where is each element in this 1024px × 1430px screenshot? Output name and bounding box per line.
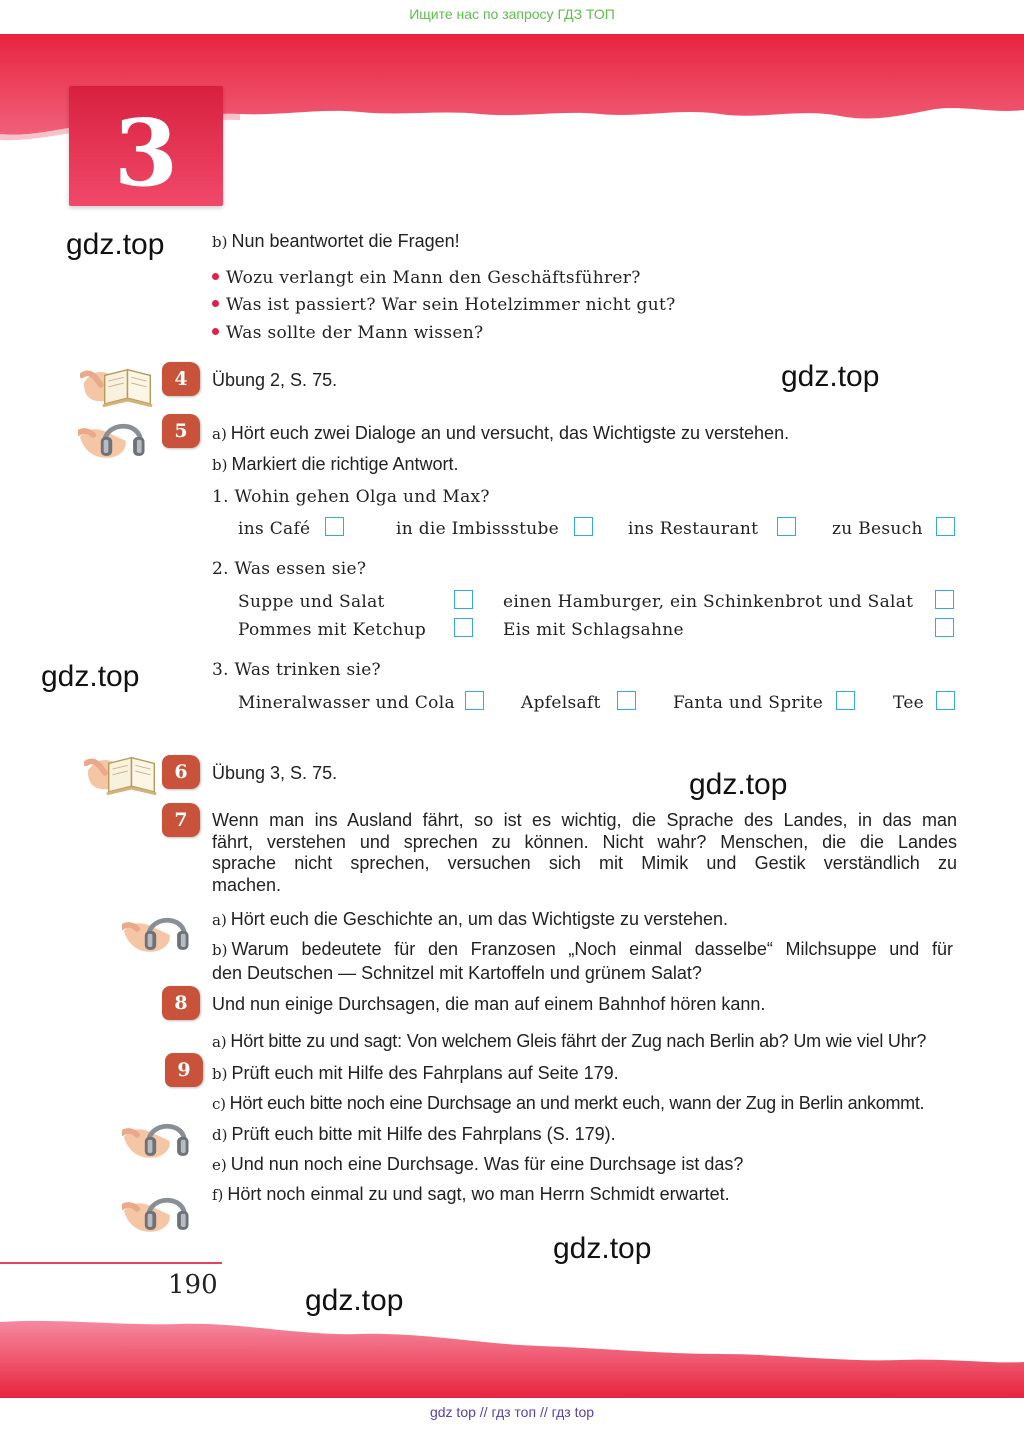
headphones-hand-icon [122, 902, 198, 956]
exercise-number-badge: 4 [162, 362, 200, 396]
watermark: gdz.top [66, 228, 165, 261]
footer-band [0, 1310, 1024, 1398]
answer-checkbox[interactable] [936, 691, 955, 710]
chapter-number: 3 [113, 99, 178, 207]
answer-option-label: Pommes mit Ketchup [238, 620, 427, 640]
ex5-q1-title: 1. Wohin gehen Olga und Max? [212, 487, 490, 507]
answer-checkbox[interactable] [454, 618, 473, 637]
watermark: gdz.top [41, 660, 140, 693]
exercise-number-badge: 8 [162, 986, 200, 1020]
headphones-hand-icon [122, 1108, 198, 1162]
watermark: gdz.top [553, 1232, 652, 1265]
answer-option-label: Fanta und Sprite [673, 693, 824, 713]
bullet-icon [212, 300, 219, 307]
answer-option-label: Mineralwasser und Cola [238, 693, 455, 713]
book-hand-icon [80, 356, 156, 410]
ex6-text: Übung 3, S. 75. [212, 763, 338, 783]
exercise-number-badge: 9 [165, 1053, 203, 1087]
answer-option-label: in die Imbissstube [396, 519, 560, 539]
ex8-text: Und nun einige Durchsagen, die man auf einem Bahnhof hören kann. [212, 994, 766, 1014]
answer-checkbox[interactable] [935, 590, 954, 609]
answer-option-label: einen Hamburger, ein Schinkenbrot und Salat [503, 592, 914, 612]
bottom-links [0, 1404, 1024, 1420]
answer-checkbox[interactable] [777, 517, 796, 536]
page-number-rule [0, 1262, 222, 1264]
ex9-item: e) Und nun noch eine Durchsage. Was für eine Durchsage ist das? [212, 1154, 744, 1174]
ex9-item: a) Hört bitte zu und sagt: Von welchem Gleis fährt der Zug nach Berlin ab? Um wie viel Uhr? [212, 1031, 927, 1051]
ex7b-instruction: b) Warum bedeutete für den Franzosen „Noch einmal dasselbe“ Milchsuppe und für den Deutschen — Schnitzel mit Kartoffeln und grünem Salat? [212, 939, 953, 983]
ex3b-question: Wozu verlangt ein Mann den Geschäftsführer? [212, 268, 641, 288]
answer-option-label: ins Restaurant [628, 519, 759, 539]
bottom-link[interactable]: гдз топ [491, 1404, 537, 1420]
answer-checkbox[interactable] [325, 517, 344, 536]
ex7-paragraph: Wenn man ins Ausland fährt, so ist es wichtig, die Sprache des Landes, in das man fährt, verstehen und sprechen zu können. Nicht wahr? Menschen, die die Landes sprache nicht sprechen, versuchen sich mit Mimik und Gestik verständlich zu machen. [212, 810, 957, 895]
answer-checkbox[interactable] [936, 517, 955, 536]
watermark: gdz.top [689, 768, 788, 801]
bottom-separator: // [539, 1404, 548, 1420]
answer-option-label: Eis mit Schlagsahne [503, 620, 684, 640]
answer-option-label: Tee [893, 693, 925, 713]
page-number: 190 [168, 1270, 218, 1300]
ex5-q3-title: 3. Was trinken sie? [212, 660, 381, 680]
ex4-text: Übung 2, S. 75. [212, 370, 338, 390]
answer-checkbox[interactable] [465, 691, 484, 710]
ex9-item: d) Prüft euch bitte mit Hilfe des Fahrplans (S. 179). [212, 1124, 616, 1144]
watermark: gdz.top [305, 1284, 404, 1317]
ex7a-instruction: a) Hört euch die Geschichte an, um das Wichtigste zu verstehen. [212, 909, 729, 929]
ex9-item: b) Prüft euch mit Hilfe des Fahrplans auf Seite 179. [212, 1063, 619, 1083]
bottom-separator: // [479, 1404, 488, 1420]
bullet-icon [212, 328, 219, 335]
ex5-q2-title: 2. Was essen sie? [212, 559, 367, 579]
book-hand-icon [84, 744, 160, 798]
answer-checkbox[interactable] [836, 691, 855, 710]
ex3b-question: Was sollte der Mann wissen? [212, 323, 483, 343]
answer-checkbox[interactable] [574, 517, 593, 536]
top-search-link[interactable]: Ищите нас по запросу ГДЗ ТОП [409, 6, 615, 22]
answer-option-label: ins Café [238, 519, 311, 539]
exercise-number-badge: 7 [162, 803, 200, 837]
ex5a-instruction: a) Hört euch zwei Dialoge an und versucht, das Wichtigste zu verstehen. [212, 423, 790, 443]
ex9-item: f) Hört noch einmal zu und sagt, wo man Herrn Schmidt erwartet. [212, 1184, 730, 1204]
ex3b-question: Was ist passiert? War sein Hotelzimmer nicht gut? [212, 295, 676, 315]
bullet-icon [212, 273, 219, 280]
headphones-hand-icon [122, 1182, 198, 1236]
ex3b-instruction: b) Nun beantwortet die Fragen! [212, 231, 460, 251]
headphones-hand-icon [78, 408, 154, 462]
watermark: gdz.top [781, 360, 880, 393]
exercise-number-badge: 5 [162, 414, 200, 448]
answer-checkbox[interactable] [617, 691, 636, 710]
answer-option-label: Suppe und Salat [238, 592, 385, 612]
exercise-number-badge: 6 [162, 755, 200, 789]
bottom-link[interactable]: гдз top [551, 1404, 595, 1420]
ex5b-instruction: b) Markiert die richtige Antwort. [212, 454, 459, 474]
answer-checkbox[interactable] [935, 618, 954, 637]
answer-checkbox[interactable] [454, 590, 473, 609]
bottom-link[interactable]: gdz top [429, 1404, 476, 1420]
answer-option-label: zu Besuch [832, 519, 923, 539]
answer-option-label: Apfelsaft [521, 693, 601, 713]
ex9-item: c) Hört euch bitte noch eine Durchsage an und merkt euch, wann der Zug in Berlin ankommt. [212, 1093, 925, 1113]
